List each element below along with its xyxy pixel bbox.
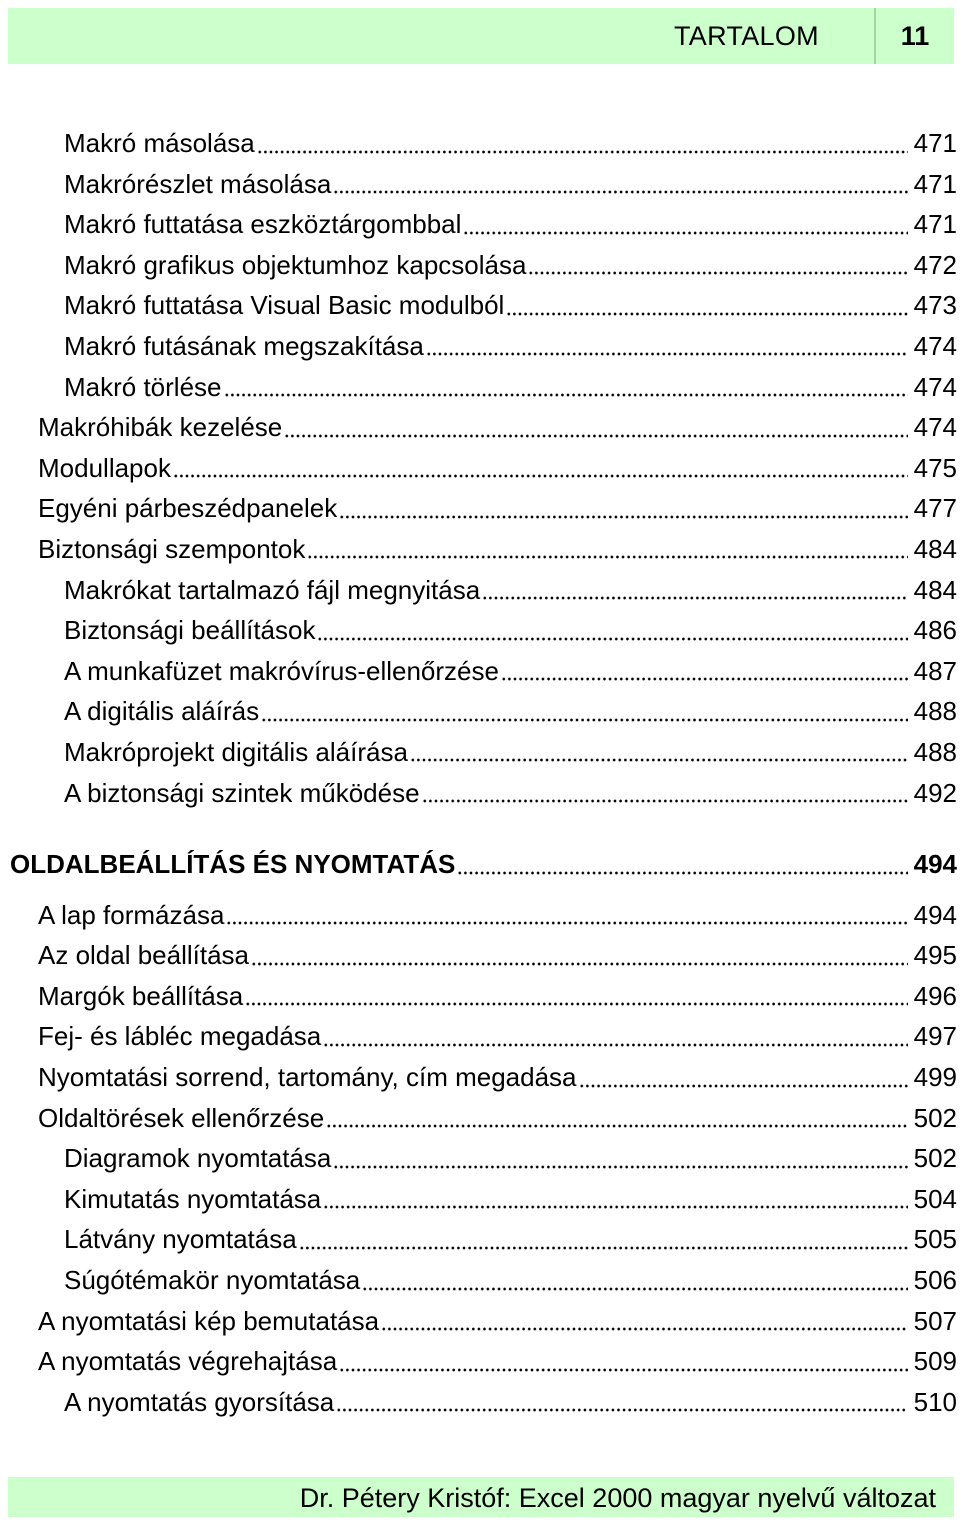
table-of-contents	[0, 123, 960, 1422]
toc-entry-page: 494	[913, 899, 957, 930]
toc-entry-page: 505	[913, 1224, 957, 1255]
toc-entry	[0, 1382, 960, 1423]
toc-entry-page: 487	[913, 655, 957, 686]
toc-entry-label: Makróprojekt digitális aláírása	[64, 736, 408, 767]
toc-entry-page: 488	[913, 696, 957, 727]
dot-leader	[501, 673, 908, 685]
page-header	[8, 8, 954, 64]
dot-leader	[307, 551, 907, 563]
dot-leader	[257, 145, 908, 157]
dot-leader	[317, 632, 907, 644]
toc-entry-page: 484	[913, 533, 957, 564]
toc-entry-label: A lap formázása	[38, 899, 225, 930]
toc-entry-page: 497	[913, 1021, 957, 1052]
toc-entry	[0, 204, 960, 245]
dot-leader	[333, 1161, 907, 1173]
dot-leader	[422, 795, 908, 807]
dot-leader	[482, 592, 907, 604]
toc-entry-page: 510	[913, 1386, 957, 1417]
toc-entry-label: Margók beállítása	[38, 980, 244, 1011]
toc-entry-label: A biztonsági szintek működése	[64, 777, 420, 808]
toc-entry-page: 496	[913, 980, 957, 1011]
toc-entry	[0, 610, 960, 651]
toc-entry	[0, 691, 960, 732]
dot-leader	[333, 186, 907, 198]
toc-entry	[0, 164, 960, 205]
dot-leader	[284, 429, 907, 441]
dot-leader	[362, 1282, 907, 1294]
toc-entry	[0, 1219, 960, 1260]
toc-entry	[0, 529, 960, 570]
toc-entry	[0, 651, 960, 692]
toc-entry-page: 507	[913, 1305, 957, 1336]
toc-entry	[0, 123, 960, 164]
toc-entry-label: Kimutatás nyomtatása	[64, 1183, 322, 1214]
toc-entry	[0, 1098, 960, 1139]
dot-leader	[463, 226, 907, 238]
toc-entry-page: 495	[913, 940, 957, 971]
toc-entry-page: 471	[913, 128, 957, 158]
toc-entry-page: 471	[913, 209, 957, 240]
toc-entry-page: 474	[913, 371, 957, 402]
dot-leader	[299, 1242, 908, 1254]
dot-leader	[226, 917, 907, 929]
toc-entry-label: Biztonsági szempontok	[38, 533, 306, 564]
toc-entry	[0, 1341, 960, 1382]
dot-leader	[339, 1364, 907, 1376]
toc-entry-page: 475	[913, 452, 957, 483]
dot-leader	[323, 1201, 907, 1213]
toc-entry-page: 472	[913, 249, 957, 280]
dot-leader	[173, 470, 908, 482]
toc-entry-label: Makró másolása	[64, 128, 255, 158]
dot-leader	[251, 958, 908, 970]
toc-entry-page: 477	[913, 493, 957, 524]
toc-entry-label: Biztonsági beállítások	[64, 615, 316, 646]
page-number: 11	[900, 21, 930, 51]
toc-entry-page: 484	[913, 574, 957, 605]
dot-leader	[457, 866, 907, 878]
toc-entry-page: 509	[913, 1346, 957, 1377]
chapter-title: TARTALOM	[674, 21, 819, 51]
toc-entry-label: Súgótémakör nyomtatása	[64, 1265, 361, 1296]
dot-leader	[506, 308, 907, 320]
footer-text: Dr. Pétery Kristóf: Excel 2000 magyar nyelvű változat	[299, 1483, 936, 1513]
toc-entry	[0, 407, 960, 448]
toc-entry	[0, 773, 960, 814]
toc-entry	[0, 285, 960, 326]
toc-entry	[0, 1179, 960, 1220]
dot-leader	[410, 754, 908, 766]
dot-leader	[224, 389, 908, 401]
toc-entry	[0, 326, 960, 367]
toc-entry-page: 499	[913, 1062, 957, 1093]
dot-leader	[323, 1039, 907, 1051]
toc-entry	[0, 1301, 960, 1342]
toc-entry-label: Látvány nyomtatása	[64, 1224, 297, 1255]
toc-entry-label: A nyomtatás végrehajtása	[38, 1346, 338, 1377]
toc-entry-page: 488	[913, 736, 957, 767]
toc-entry	[0, 935, 960, 976]
toc-entry-label: A nyomtatási kép bemutatása	[38, 1305, 380, 1336]
toc-entry	[0, 245, 960, 286]
toc-entry	[0, 488, 960, 529]
toc-entry-page: 506	[913, 1265, 957, 1296]
toc-entry	[0, 976, 960, 1017]
toc-entry-label: Makró futtatása Visual Basic modulból	[64, 290, 505, 321]
toc-entry-label: Fej- és lábléc megadása	[38, 1021, 322, 1052]
toc-entry-page: 486	[913, 615, 957, 646]
toc-entry-label: Nyomtatási sorrend, tartomány, cím megadása	[38, 1062, 577, 1093]
toc-entry	[0, 367, 960, 408]
dot-leader	[528, 267, 907, 279]
toc-entry-label: Egyéni párbeszédpanelek	[38, 493, 338, 524]
toc-entry-page: 502	[913, 1102, 957, 1133]
dot-leader	[579, 1079, 908, 1091]
toc-entry-label: Az oldal beállítása	[38, 940, 250, 971]
toc-entry-label: Makró grafikus objektumhoz kapcsolása	[64, 249, 527, 280]
toc-entry	[0, 570, 960, 611]
toc-entry	[0, 1138, 960, 1179]
toc-entry-page: 473	[913, 290, 957, 321]
toc-entry-label: Makrórészlet másolása	[64, 168, 332, 199]
page-footer	[8, 1477, 954, 1517]
toc-entry-page: 471	[913, 168, 957, 199]
toc-entry-label: Oldaltörések ellenőrzése	[38, 1102, 325, 1133]
toc-entry	[0, 1057, 960, 1098]
toc-entry-page: 474	[913, 412, 957, 443]
dot-leader	[245, 998, 907, 1010]
toc-entry-label: Diagramok nyomtatása	[64, 1143, 332, 1174]
toc-entry	[0, 732, 960, 773]
toc-entry-label: Makrókat tartalmazó fájl megnyitása	[64, 574, 481, 605]
toc-entry-label: Makróhibák kezelése	[38, 412, 283, 443]
toc-entry-label: OLDALBEÁLLÍTÁS ÉS NYOMTATÁS	[10, 849, 456, 880]
toc-entry	[0, 448, 960, 489]
toc-entry	[0, 1260, 960, 1301]
toc-entry-page: 474	[913, 330, 957, 361]
dot-leader	[381, 1323, 908, 1335]
toc-entry-label: A digitális aláírás	[64, 696, 260, 727]
toc-entry-label: A nyomtatás gyorsítása	[64, 1386, 335, 1417]
toc-entry-label: Makró futásának megszakítása	[64, 330, 424, 361]
dot-leader	[336, 1404, 907, 1416]
toc-entry	[0, 895, 960, 936]
toc-entry-page: 502	[913, 1143, 957, 1174]
dot-leader	[261, 714, 908, 726]
toc-entry-label: Makró törlése	[64, 371, 222, 402]
toc-entry	[0, 1016, 960, 1057]
toc-section-heading	[0, 844, 960, 885]
dot-leader	[426, 348, 908, 360]
toc-entry-page: 504	[913, 1183, 957, 1214]
toc-entry-label: Modullapok	[38, 452, 171, 483]
dot-leader	[326, 1120, 907, 1132]
toc-entry-label: Makró futtatása eszköztárgombbal	[64, 209, 462, 240]
toc-entry-page: 494	[913, 849, 957, 880]
toc-entry-page: 492	[913, 777, 957, 808]
toc-entry-label: A munkafüzet makróvírus-ellenőrzése	[64, 655, 499, 686]
dot-leader	[339, 511, 907, 523]
